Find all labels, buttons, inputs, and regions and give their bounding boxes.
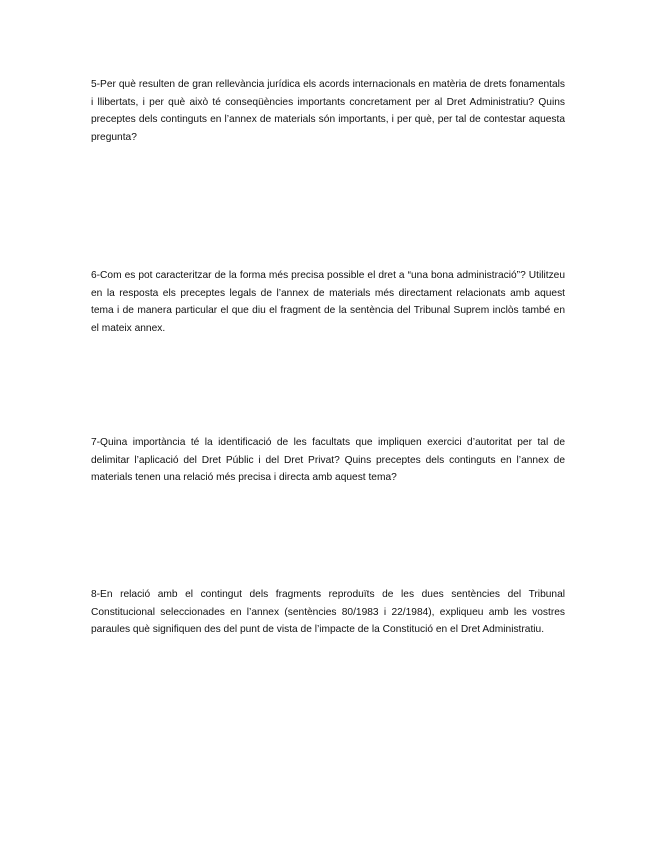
question-8: 8-En relació amb el contingut dels fragments reproduïts de les dues sentències del Tribunal Constitucional seleccionades en l’annex (sentències 80/1983 i 22/1984), expliqueu amb les vostres paraules què signifiquen des del punt de vista de l’impacte de la Constitució en el Dret Administratiu. bbox=[91, 589, 565, 635]
question-6: 6-Com es pot caracteritzar de la forma més precisa possible el dret a “una bona administració”? Utilitzeu en la resposta els preceptes legals de l’annex de materials més directament relacionats amb aquest tema i de manera particular el que diu el fragment de la sentència del Tribunal Suprem inclòs també en el mateix annex. bbox=[91, 270, 565, 334]
question-5: 5-Per què resulten de gran rellevància jurídica els acords internacionals en matèria de drets fonamentals i llibertats, i per què això té conseqüències importants concretament per al Dret Administratiu? Quins preceptes dels continguts en l’annex de materials són importants, i per què, per tal de contestar aquesta pregunta? bbox=[91, 79, 565, 143]
question-7: 7-Quina importància té la identificació de les facultats que impliquen exercici d’autoritat per tal de delimitar l’aplicació del Dret Públic i del Dret Privat? Quins preceptes dels continguts en l’annex de materials tenen una relació més precisa i directa amb aquest tema? bbox=[91, 437, 565, 483]
